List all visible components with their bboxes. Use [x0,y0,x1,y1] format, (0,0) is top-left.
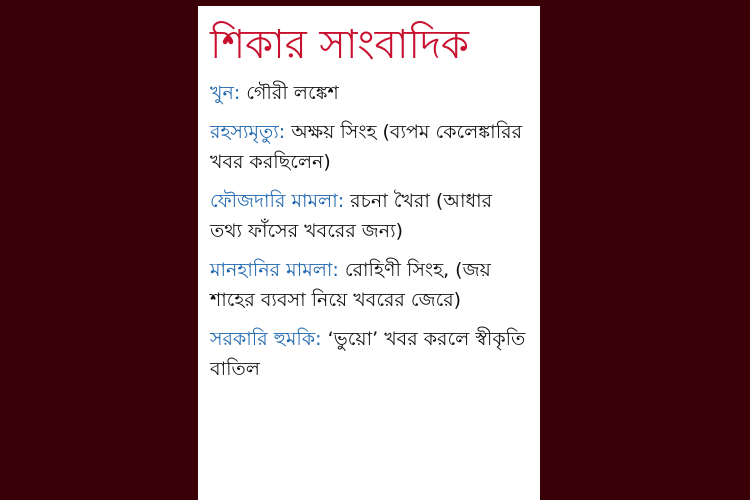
entry-label: সরকারি হুমকি: [210,328,322,350]
card-title: শিকার সাংবাদিক [210,22,469,68]
entry-criminal-case [210,186,530,246]
entry-label: ফৌজদারি মামলা: [210,190,345,212]
entry-label: খুন: [210,82,241,104]
entry-defamation-case [210,255,530,315]
entry-murder [210,78,530,108]
entry-text: ‘ভুয়ো’ খবর করলে স্বীকৃতি বাতিল [210,328,526,380]
info-card [198,6,540,500]
entry-text: গৌরী লঙ্কেশ [240,82,339,104]
entry-label: মানহানির মামলা: [210,259,339,281]
entry-text: রচনা খৈরা (আধার তথ্য ফাঁসের খবরের জন্য) [210,190,493,242]
entry-text: রোহিণী সিংহ, (জয় শাহের ব্যবসা নিয়ে খবরের জেরে) [210,259,491,311]
entry-mysterious-death [210,117,530,177]
entry-label: রহস্যমৃত্যু: [210,121,286,143]
entry-text: অক্ষয় সিংহ (ব্যপম কেলেঙ্কারির খবর করছিলেন) [210,121,523,173]
entry-government-threat [210,324,530,384]
